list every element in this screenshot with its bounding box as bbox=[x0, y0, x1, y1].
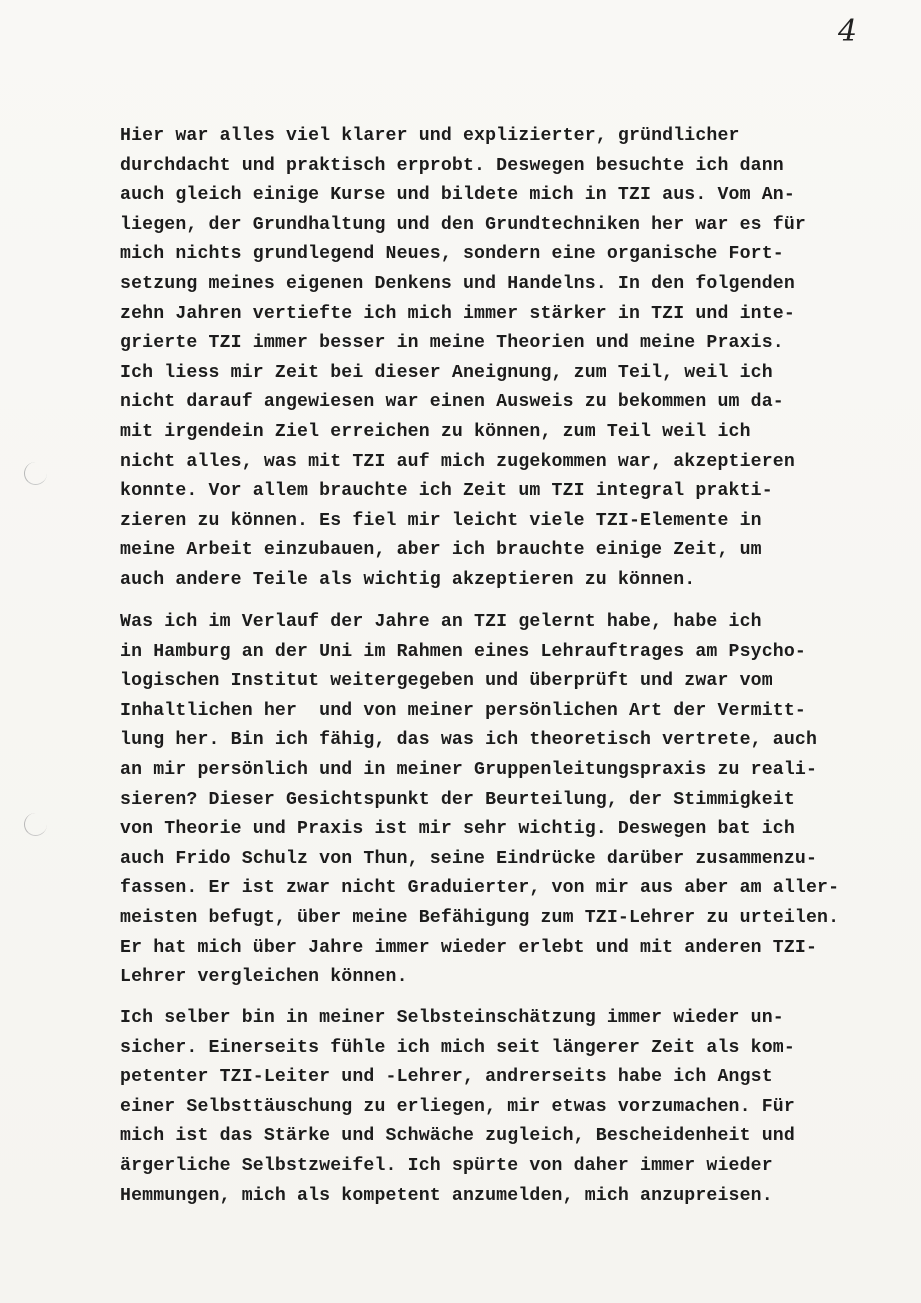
text-line: nicht alles, was mit TZI auf mich zugekommen war, akzeptieren bbox=[120, 451, 795, 472]
text-line: ärgerliche Selbstzweifel. Ich spürte von daher immer wieder bbox=[120, 1155, 773, 1176]
paragraph-2 bbox=[120, 608, 840, 993]
text-line: konnte. Vor allem brauchte ich Zeit um TZI integral prakti- bbox=[120, 481, 773, 502]
page-number: 4 bbox=[838, 14, 858, 49]
text-line: Er hat mich über Jahre immer wieder erlebt und mit anderen TZI- bbox=[120, 937, 818, 958]
text-line: durchdacht und praktisch erprobt. Deswegen besuchte ich dann bbox=[120, 155, 784, 176]
punch-hole-bottom bbox=[24, 813, 47, 836]
text-line: grierte TZI immer besser in meine Theorien und meine Praxis. bbox=[120, 333, 784, 354]
text-line: zehn Jahren vertiefte ich mich immer stärker in TZI und inte- bbox=[120, 303, 795, 324]
text-line: petenter TZI-Leiter und -Lehrer, andrerseits habe ich Angst bbox=[120, 1067, 773, 1088]
text-line: lung her. Bin ich fähig, das was ich theoretisch vertrete, auch bbox=[120, 730, 818, 751]
paragraph-3 bbox=[120, 1004, 820, 1211]
text-line: logischen Institut weitergegeben und überprüft und zwar vom bbox=[120, 671, 773, 692]
text-line: von Theorie und Praxis ist mir sehr wichtig. Deswegen bat ich bbox=[120, 819, 795, 840]
text-line: nicht darauf angewiesen war einen Ausweis zu bekommen um da- bbox=[120, 392, 784, 413]
text-line: sicher. Einerseits fühle ich mich seit längerer Zeit als kom- bbox=[120, 1037, 795, 1058]
punch-hole-top bbox=[24, 462, 47, 485]
text-line: liegen, der Grundhaltung und den Grundtechniken her war es für bbox=[120, 214, 806, 235]
text-line: einer Selbsttäuschung zu erliegen, mir etwas vorzumachen. Für bbox=[120, 1096, 795, 1117]
text-line: meisten befugt, über meine Befähigung zum TZI-Lehrer zu urteilen. bbox=[120, 907, 840, 928]
text-line: meine Arbeit einzubauen, aber ich brauchte einige Zeit, um bbox=[120, 540, 762, 561]
text-line: Was ich im Verlauf der Jahre an TZI gelernt habe, habe ich bbox=[120, 612, 762, 632]
text-line: Ich liess mir Zeit bei dieser Aneignung, zum Teil, weil ich bbox=[120, 362, 773, 383]
text-line: in Hamburg an der Uni im Rahmen eines Lehrauftrages am Psycho- bbox=[120, 641, 806, 662]
text-line: fassen. Er ist zwar nicht Graduierter, von mir aus aber am aller- bbox=[120, 878, 840, 899]
text-line: Hemmungen, mich als kompetent anzumelden, mich anzupreisen. bbox=[120, 1185, 773, 1206]
text-line: Lehrer vergleichen können. bbox=[120, 967, 408, 988]
text-line: auch Frido Schulz von Thun, seine Eindrücke darüber zusammenzu- bbox=[120, 848, 818, 869]
text-line: an mir persönlich und in meiner Gruppenleitungspraxis zu reali- bbox=[120, 759, 818, 780]
text-line: Inhaltlichen her und von meiner persönlichen Art der Vermitt- bbox=[120, 700, 806, 721]
paragraph-1 bbox=[120, 122, 820, 596]
text-line: setzung meines eigenen Denkens und Handelns. In den folgenden bbox=[120, 273, 795, 294]
text-line: mich ist das Stärke und Schwäche zugleich, Bescheidenheit und bbox=[120, 1126, 795, 1147]
text-line: mit irgendein Ziel erreichen zu können, zum Teil weil ich bbox=[120, 421, 751, 442]
text-line: zieren zu können. Es fiel mir leicht viele TZI-Elemente in bbox=[120, 510, 762, 531]
text-line: auch gleich einige Kurse und bildete mich in TZI aus. Vom An- bbox=[120, 185, 795, 206]
text-line: Ich selber bin in meiner Selbsteinschätzung immer wieder un- bbox=[120, 1008, 784, 1028]
text-line: auch andere Teile als wichtig akzeptieren zu können. bbox=[120, 569, 696, 590]
text-line: mich nichts grundlegend Neues, sondern eine organische Fort- bbox=[120, 244, 784, 265]
text-line: Hier war alles viel klarer und explizierter, gründlicher bbox=[120, 126, 740, 146]
text-line: sieren? Dieser Gesichtspunkt der Beurteilung, der Stimmigkeit bbox=[120, 789, 795, 810]
